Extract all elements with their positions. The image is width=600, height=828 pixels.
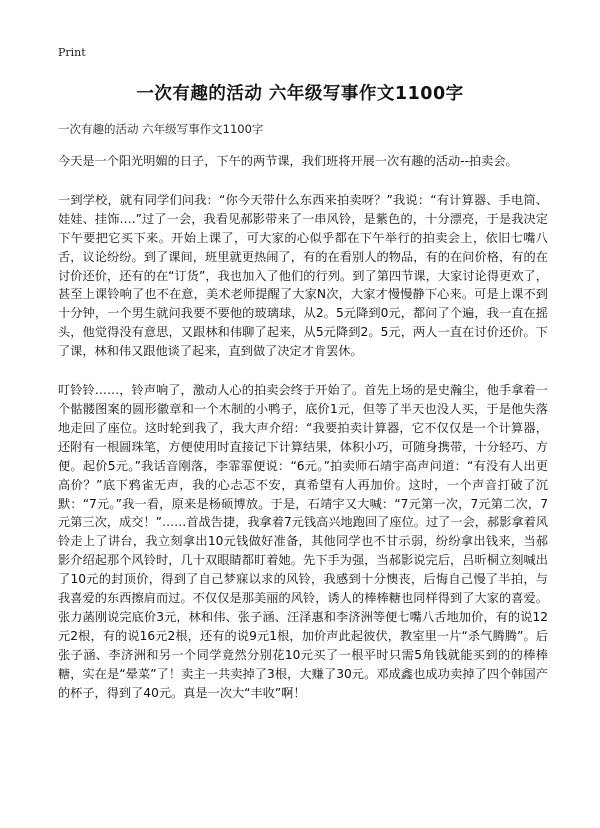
article-subtitle: 一次有趣的活动 六年级写事作文1100字 bbox=[58, 122, 264, 136]
paragraph-auction: 叮铃铃……，铃声响了，激动人心的拍卖会终于开始了。首先上场的是史瀚尘，他手拿着一个骷髅图案的圆形徽章和一个木制的小鸭子，底价1元，但等了半天也没人买，于是他失落地走回了座位。这时轮到我了，我大声介绍：“我要拍卖计算器，它不仅仅是一个计算器，还附有一根圆珠笔，方便使用时直接记下计算结果，体积小巧，可随身携带，十分轻巧、方便。起价5元。”我话音刚落，李霏霏便说：“6元。”拍卖师石靖宇高声问道：“有没有人出更高价？”底下鸦雀无声，我的心忐忑不安，真希望有人再加价。这时，一个声音打破了沉默：“7元。”我一看，原来是杨硕博放。于是，石靖宇又大喊：“7元第一次，7元第二次，7元第三次，成交！”……首战告捷，我拿着7元钱高兴地跑回了座位。过了一会，郝影拿着风铃走上了讲台，我立刻拿出10元钱做好准备，其他同学也不甘示弱，纷纷拿出钱来，当郝影介绍起那个风铃时，几十双眼睛都盯着她。先下手为强，当郝影说完后，吕昕桐立刻喊出了10元的封顶价，得到了自己梦寐以求的风铃，我感到十分懊丧，后悔自己慢了半拍，与我喜爱的东西擦肩而过。不仅仅是那美丽的风铃，诱人的棒棒糖也同样得到了大家的喜爱。张力菡刚说完底价3元，林和伟、张子涵、汪泽惠和李济洲等便七嘴八舌地加价，有的说12元2根，有的说16元2根，还有的说9元1根，加价声此起彼伏，教室里一片“杀气腾腾”。后张子涵、李济洲和另一个同学竟然分别花10元买了一根平时只需5角钱就能买到的的棒棒糖，实在是“晕菜”了！卖主一共卖掉了3根，大赚了30元。邓成鑫也成功卖掉了四个韩国产的杯子，得到了40元。真是一次大“丰收”啊！ bbox=[58, 383, 548, 700]
article-body bbox=[58, 152, 548, 722]
paragraph-intro: 今天是一个阳光明媚的日子，下午的两节课，我们班将开展一次有趣的活动--拍卖会。 bbox=[58, 154, 518, 168]
print-link[interactable]: Print bbox=[58, 46, 86, 59]
paragraph-morning: 一到学校，就有同学们问我：“你今天带什么东西来拍卖呀？”我说：“有计算器、手电筒、娃娃、挂饰….”过了一会，我看见郝影带来了一串风铃，是紫色的，十分漂亮，于是我决定下午要把它买下来。开始上课了，可大家的心似乎都在下午举行的拍卖会上，依旧七嘴八舌，议论纷纷。到了课间，班里就更热闹了，有的在看别人的物品，有的在问价格，有的在讨价还价，还有的在“订货”，我也加入了他们的行列。到了第四节课，大家讨论得更欢了，甚至上课铃响了也不在意，美术老师提醒了大家N次，大家才慢慢静下心来。可是上课不到十分钟，一个男生就问我要不要他的玻璃球，从2。5元降到0元，都问了个遍，我一直在摇头，他觉得没有意思，又跟林和伟聊了起来，从5元降到2。5元，两人一直在讨价还价。下了课，林和伟又跟他谈了起来，直到做了决定才肯罢休。 bbox=[58, 192, 548, 359]
page-title: 一次有趣的活动 六年级写事作文1100字 bbox=[136, 84, 464, 104]
